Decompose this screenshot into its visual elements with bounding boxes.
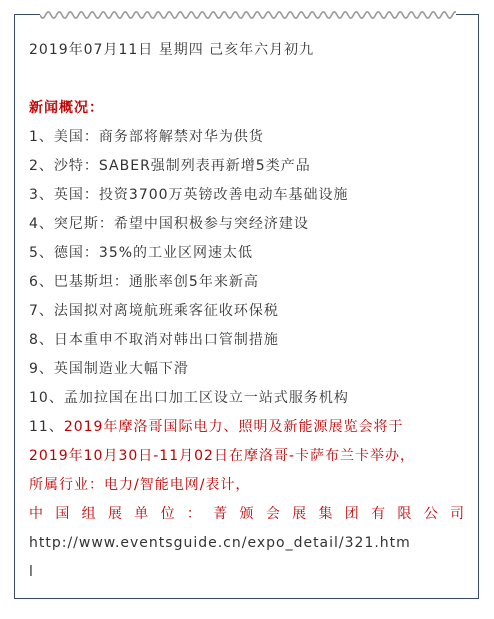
news-item: 7、法国拟对离境航班乘客征收环保税 — [29, 303, 279, 319]
news-list — [29, 123, 469, 413]
section-title: 新闻概况： — [29, 100, 104, 116]
news-item: 4、突尼斯：希望中国积极参与突经济建设 — [29, 216, 309, 232]
date-line: 2019年07月11日 星期四 己亥年六月初九 — [29, 42, 315, 58]
organizer-char: 会 — [265, 506, 281, 522]
item11-organizer — [29, 500, 465, 529]
organizer-char: 单 — [134, 506, 150, 522]
item11-number: 11、 — [29, 419, 64, 435]
item11-title: 2019年摩洛哥国际电力、照明及新能源展览会将于 — [63, 419, 404, 435]
organizer-char: 司 — [450, 506, 465, 522]
news-item: 3、英国：投资3700万英镑改善电动车基础设施 — [29, 187, 349, 203]
organizer-char: 有 — [371, 506, 387, 522]
news-item-11 — [29, 413, 469, 587]
organizer-char: 菁 — [213, 506, 229, 522]
news-item: 10、孟加拉国在出口加工区设立一站式服务机构 — [29, 390, 349, 406]
news-item: 9、英国制造业大幅下滑 — [29, 361, 189, 377]
blank-line — [29, 65, 469, 94]
organizer-char: 颁 — [239, 506, 255, 522]
organizer-char: 展 — [107, 506, 123, 522]
article-body — [29, 36, 469, 587]
organizer-char: 位 — [160, 506, 176, 522]
item11-line3: 所属行业：电力/智能电网/表计， — [29, 477, 251, 493]
item11-url-line1: http://www.eventsguide.cn/expo_detail/321.htm — [29, 535, 411, 551]
organizer-char: 团 — [344, 506, 360, 522]
organizer-char: 展 — [292, 506, 308, 522]
news-item: 2、沙特：SABER强制列表再新增5类产品 — [29, 158, 311, 174]
news-item: 8、日本重申不取消对韩出口管制措施 — [29, 332, 279, 348]
organizer-char: ： — [186, 506, 202, 522]
organizer-char: 公 — [423, 506, 439, 522]
item11-line2: 2019年10月30日-11月02日在摩洛哥-卡萨布兰卡举办， — [29, 448, 415, 464]
news-item: 1、美国：商务部将解禁对华为供货 — [29, 129, 264, 145]
item11-url-line2: l — [29, 564, 34, 580]
organizer-char: 中 — [29, 506, 44, 522]
wavy-line-icon — [40, 8, 456, 22]
news-item: 5、德国：35%的工业区网速太低 — [29, 245, 254, 261]
news-item: 6、巴基斯坦：通胀率创5年来新高 — [29, 274, 259, 290]
item11-line1 — [29, 413, 469, 442]
organizer-char: 限 — [397, 506, 413, 522]
wavy-divider — [40, 8, 456, 22]
organizer-char: 国 — [55, 506, 71, 522]
organizer-char: 集 — [318, 506, 334, 522]
organizer-char: 组 — [81, 506, 97, 522]
